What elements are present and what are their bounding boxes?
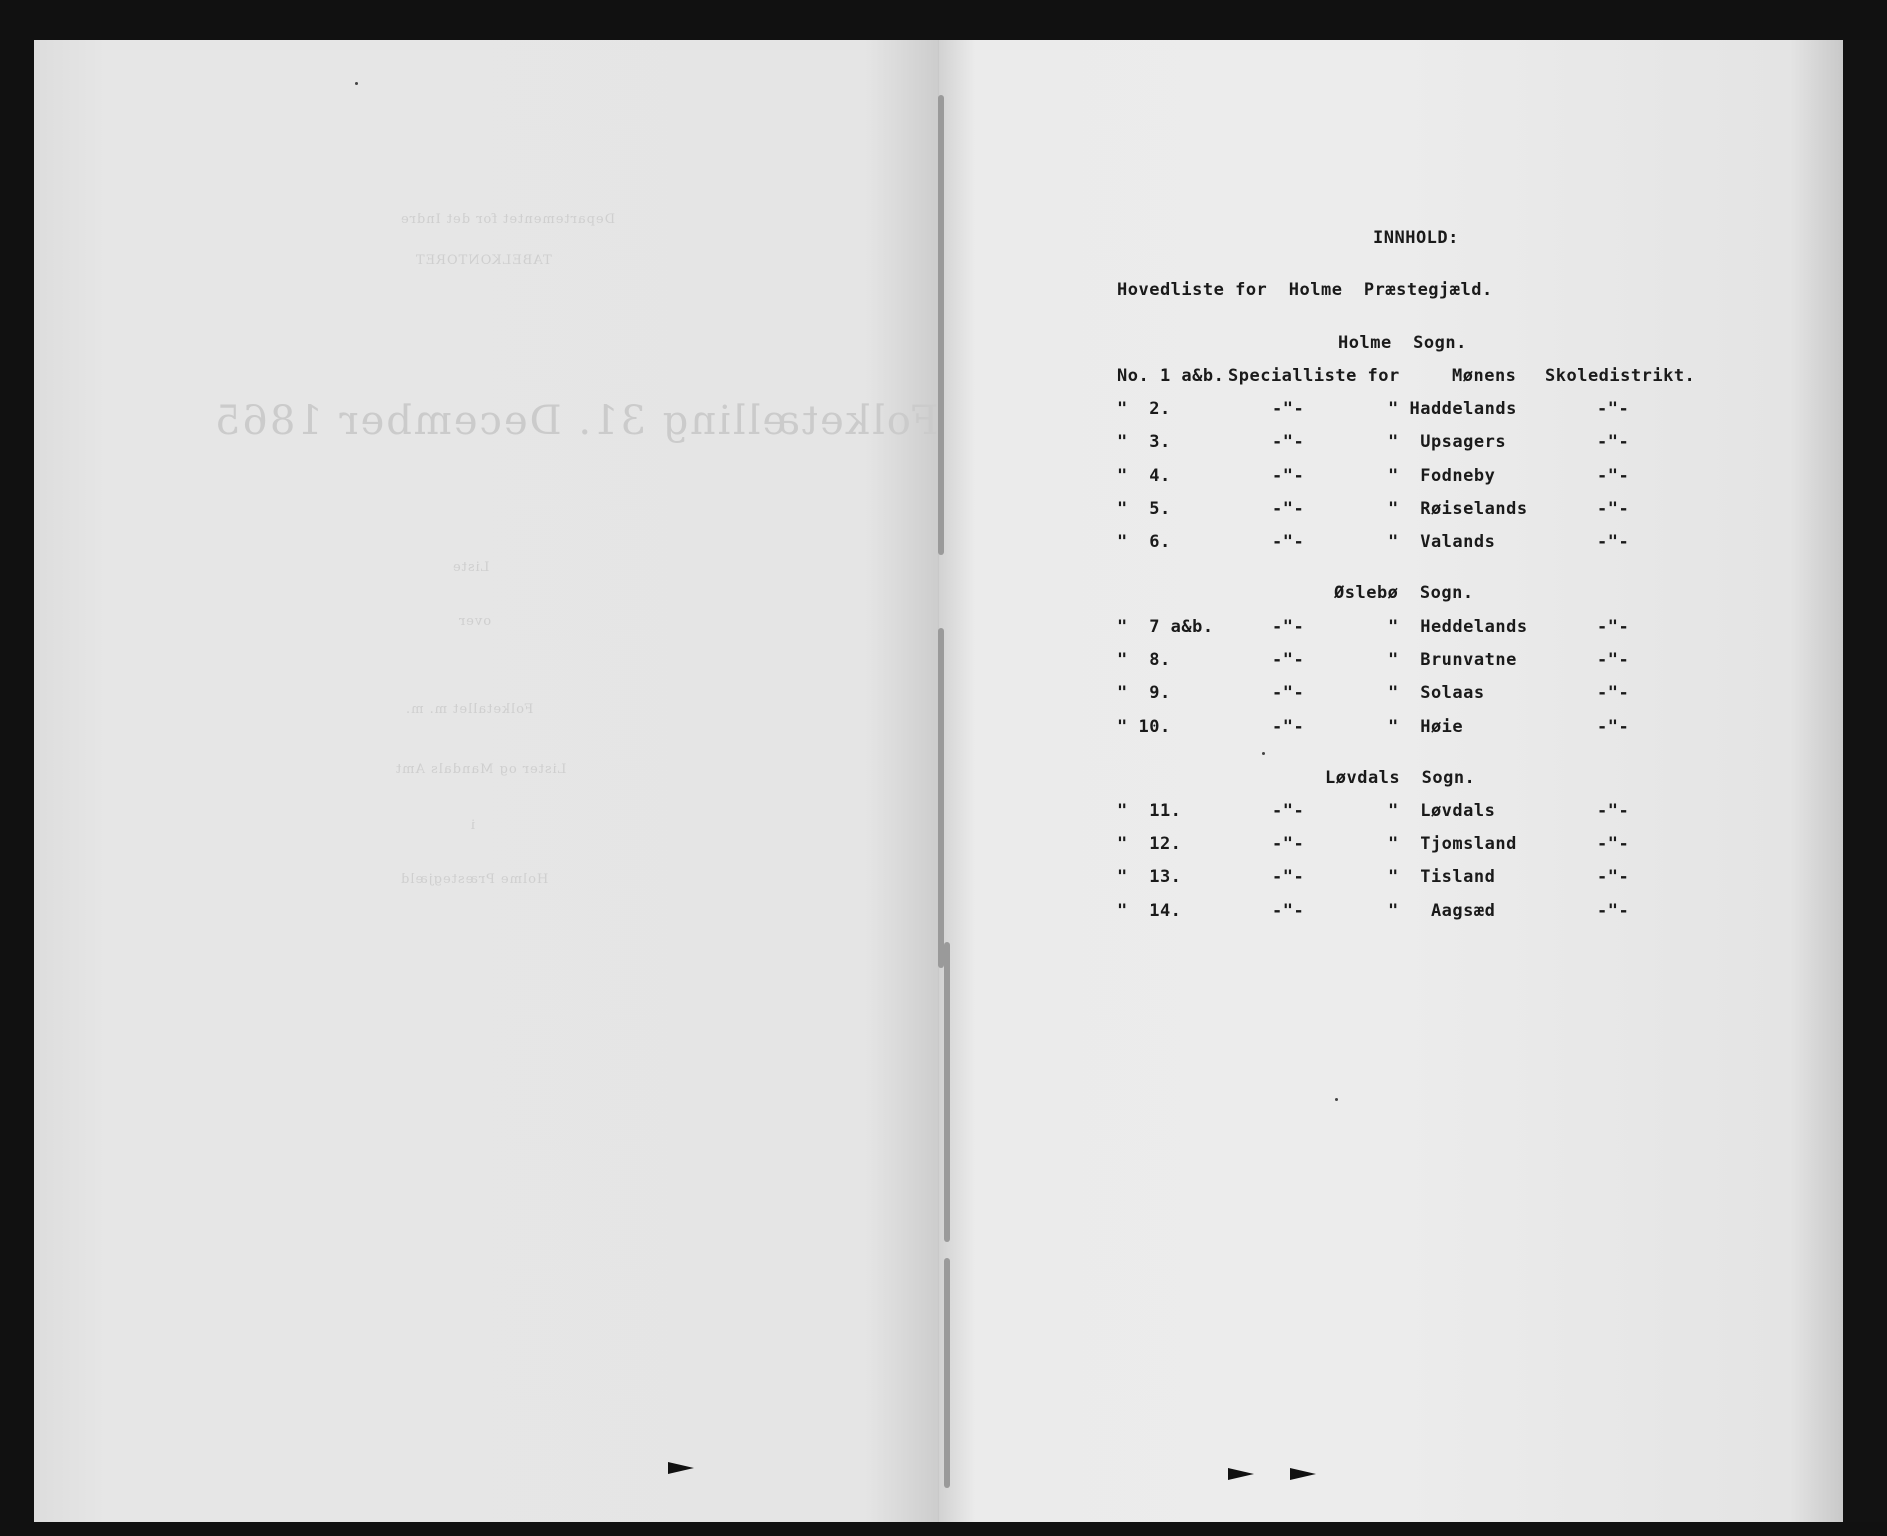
row-number: " 14.: [1117, 900, 1182, 921]
row-number: " 2.: [1117, 399, 1171, 420]
row-place: " Valands: [1388, 532, 1496, 552]
row-place: " Tisland: [1388, 867, 1496, 888]
line-amt: Folketallet m. m.: [405, 702, 534, 717]
row-district: -"-: [1597, 617, 1630, 637]
row-list-type: -"-: [1272, 801, 1305, 821]
row-district: -"-: [1597, 900, 1630, 921]
line-i: i: [470, 818, 476, 833]
row-place: " Røiselands: [1388, 498, 1528, 519]
line-over: over: [458, 614, 492, 629]
row-list-type: -"-: [1272, 465, 1305, 486]
row-place: " Aagsæd: [1388, 900, 1496, 921]
arrow-mark: [1228, 1468, 1254, 1480]
row-number: " 9.: [1117, 683, 1171, 704]
row-number: " 10.: [1117, 716, 1171, 737]
row-number: " 13.: [1117, 867, 1182, 888]
row-district: -"-: [1597, 716, 1630, 737]
row-list-type: -"-: [1272, 650, 1305, 671]
census-title: Folketælling 31. December 1865: [213, 398, 939, 444]
row-list-type: Specialliste for: [1228, 366, 1400, 386]
row-place: " Brunvatne: [1388, 650, 1517, 671]
row-list-type: -"-: [1272, 532, 1305, 552]
row-place: " Solaas: [1388, 683, 1485, 704]
speck: [1335, 1098, 1338, 1101]
index-heading: INNHOLD:: [1373, 228, 1459, 248]
row-number: " 7 a&b.: [1117, 617, 1214, 637]
row-number: " 11.: [1117, 801, 1182, 821]
speck: [355, 82, 358, 85]
speck: [1262, 752, 1265, 755]
row-district: -"-: [1597, 432, 1630, 453]
row-number: " 6.: [1117, 532, 1171, 552]
row-list-type: -"-: [1272, 683, 1305, 704]
row-place: Mønens: [1452, 366, 1517, 386]
row-list-type: -"-: [1272, 432, 1305, 453]
sogn-heading: Holme Sogn.: [1338, 333, 1467, 353]
row-place: " Fodneby: [1388, 465, 1496, 486]
row-district: -"-: [1597, 801, 1630, 821]
spine-mark: [938, 628, 944, 968]
row-number: " 12.: [1117, 834, 1182, 855]
row-place: " Høie: [1388, 716, 1464, 737]
row-district: -"-: [1597, 867, 1630, 888]
row-list-type: -"-: [1272, 900, 1305, 921]
dept-line-2: TABELKONTORET: [415, 253, 552, 268]
scan-edge: [1843, 40, 1887, 1522]
row-district: -"-: [1597, 498, 1630, 519]
row-list-type: -"-: [1272, 498, 1305, 519]
row-district: -"-: [1597, 532, 1630, 552]
dept-line-1: Departementet for det Indre: [400, 212, 616, 227]
row-number: No. 1 a&b.: [1117, 366, 1225, 386]
line-prestegjeld: Lister og Mandals Amt: [395, 762, 567, 777]
row-district: -"-: [1597, 650, 1630, 671]
spine-mark: [938, 95, 944, 555]
row-list-type: -"-: [1272, 867, 1305, 888]
row-district: -"-: [1597, 465, 1630, 486]
row-place: " Upsagers: [1388, 432, 1507, 453]
sogn-heading: Øslebø Sogn.: [1334, 583, 1474, 603]
row-place: " Tjomsland: [1388, 834, 1517, 855]
hovedliste-line: Hovedliste for Holme Præstegjæld.: [1117, 280, 1493, 300]
arrow-mark: [1290, 1468, 1316, 1480]
row-number: " 3.: [1117, 432, 1171, 453]
row-number: " 8.: [1117, 650, 1171, 671]
row-list-type: -"-: [1272, 399, 1305, 420]
arrow-mark: [668, 1462, 694, 1474]
row-list-type: -"-: [1272, 617, 1305, 637]
row-place: " Løvdals: [1388, 801, 1496, 821]
row-list-type: -"-: [1272, 834, 1305, 855]
row-number: " 4.: [1117, 465, 1171, 486]
row-district: -"-: [1597, 683, 1630, 704]
spine-mark: [944, 942, 950, 1242]
row-district: -"-: [1597, 834, 1630, 855]
row-district: -"-: [1597, 399, 1630, 420]
spine-mark: [944, 1258, 950, 1488]
sogn-heading: Løvdals Sogn.: [1325, 768, 1476, 788]
row-place: " Heddelands: [1388, 617, 1528, 637]
row-place: " Haddelands: [1388, 399, 1517, 420]
line-liste: Liste: [452, 560, 490, 575]
row-list-type: -"-: [1272, 716, 1305, 737]
row-number: " 5.: [1117, 498, 1171, 519]
line-holme: Holme Præstegjæld: [400, 872, 549, 887]
row-district: Skoledistrikt.: [1545, 366, 1696, 386]
